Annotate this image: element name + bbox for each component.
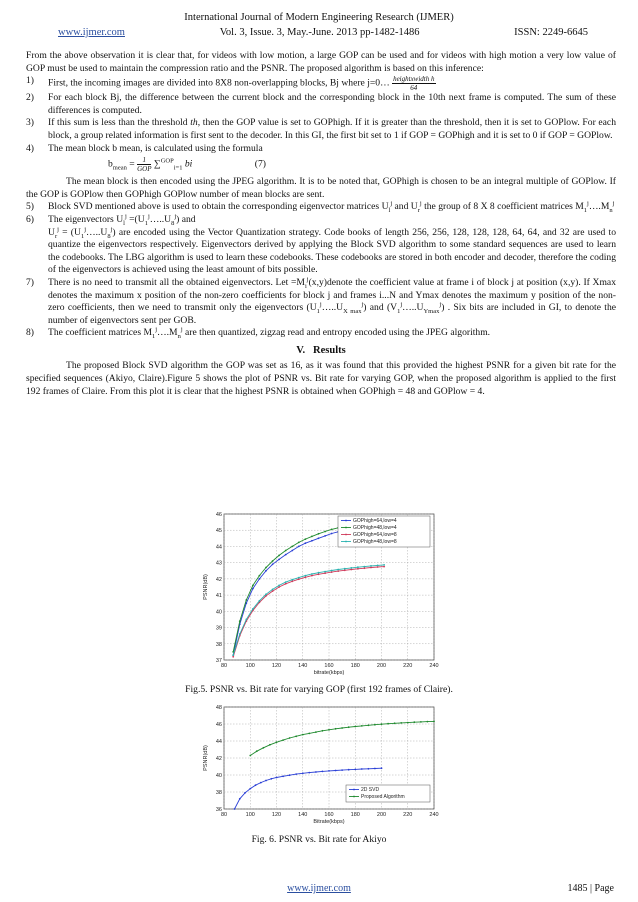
list-number: 8) [26, 327, 34, 339]
data-point [252, 588, 254, 590]
superscript: j [439, 300, 442, 308]
data-point [324, 531, 326, 533]
step-text: …..U [321, 302, 344, 314]
data-point [285, 554, 287, 556]
legend [338, 516, 430, 547]
step-text: ) and [176, 213, 196, 225]
data-point [328, 729, 330, 731]
data-point [427, 721, 429, 723]
data-point [305, 575, 307, 577]
x-tick-label: 140 [298, 663, 308, 669]
subscript: r [417, 207, 420, 215]
results-paragraph: The proposed Block SVD algorithm the GOP was set as 16, as it was found that this provided the highest PSNR for a given bit rate for the specified sequences (Akiyo, Claire).Figure 5 shows the plot of PSNR vs. Bit rate for varying GOP, when the proposed algorithm is applied to the first 192 frames of Claire. From this plot it is clear that the highest PSNR is obtained when GOPhigh = 48 and GOPlow = 4. [26, 360, 616, 397]
superscript: j [390, 200, 393, 208]
data-point [305, 576, 307, 578]
data-point [276, 741, 278, 743]
data-point [291, 550, 293, 552]
footer-url-link[interactable]: www.ijmer.com [287, 883, 351, 894]
superscript: j [306, 275, 309, 283]
data-point [335, 728, 337, 730]
step-text: U [48, 226, 55, 238]
data-point [252, 585, 254, 587]
data-point [249, 788, 251, 790]
subscript: 8 [171, 219, 175, 227]
fraction-denominator: 64 [410, 84, 418, 93]
legend-marker [345, 534, 347, 536]
data-point [354, 726, 356, 728]
x-tick-label: 160 [324, 812, 334, 818]
step-text: , then the GOP value is set to GOPhigh. If it is greater than the threshold, then it is set to GOPlow. For each block, a group related information is first sent to the decoder. In this GI, the first bit set to 1 if GOP = GOPhigh and it is set to 0 if GOP = GOPlow. [48, 117, 616, 141]
list-number: 4) [26, 142, 34, 154]
data-point [272, 590, 274, 592]
x-tick-label: 160 [324, 663, 334, 669]
x-tick-label: 200 [376, 663, 387, 669]
data-point [239, 633, 241, 635]
x-tick-label: 140 [298, 812, 308, 818]
list-number: 5) [26, 201, 34, 213]
data-point [318, 533, 320, 535]
list-item [26, 92, 616, 117]
data-point [322, 730, 324, 732]
x-tick-label: 200 [376, 812, 387, 818]
x-tick-label: 180 [350, 812, 360, 818]
legend-marker [345, 541, 347, 543]
fraction [137, 156, 151, 173]
data-point [260, 782, 262, 784]
data-point [272, 589, 274, 591]
legend-entry: GOPhigh=64,low=4 [353, 518, 397, 524]
legend-entry: 2D SVD [361, 787, 380, 793]
data-point [298, 578, 300, 580]
superscript: j [180, 326, 183, 334]
list-number: 3) [26, 117, 34, 129]
subscript: l [123, 219, 125, 227]
data-point [302, 734, 304, 736]
eq-lhs-sub: mean [112, 164, 127, 172]
data-point [245, 619, 247, 621]
section-heading [26, 345, 616, 358]
step-text: are then quantized, zigzag read and entropy encoded using the JPEG algorithm. [182, 327, 491, 339]
figure-5-caption: Fig.5. PSNR vs. Bit rate for varying GOP (first 192 frames of Claire). [185, 684, 453, 695]
y-tick-label: 44 [215, 739, 222, 745]
data-point [308, 733, 310, 735]
data-point [324, 535, 326, 537]
list-item [26, 277, 616, 327]
data-point [344, 568, 346, 570]
journal-url-link[interactable]: www.ijmer.com [58, 27, 125, 38]
step-text: The coefficient matrices M [48, 327, 152, 339]
step-text: Block SVD mentioned above is used to obtain the corresponding eigenvector matrices U [48, 201, 389, 213]
step-text: If this sum is less than the threshold [48, 117, 191, 129]
subscript: 1 [151, 333, 156, 341]
step-text: For each block Bj, the difference between the current block and the corresponding block in the 10th next frame is computed. The sum of these differences is computed. [48, 92, 616, 116]
data-point [400, 722, 402, 724]
data-point [295, 735, 297, 737]
data-point [259, 600, 261, 602]
superscript: j [174, 212, 177, 220]
step-text: ) are encoded using the Vector Quantization strategy. Code books of length 256, 256, 128, 128, 128, 64, 64, and 32 are used to quantize the eigenvectors respectively. Eigenvectors derived by applying the Block SVD algorithm to some standard sequences are used to learn the codebooks. The LBG algorithm is used to learn these codebooks. These codebooks are stored in both encoder and decoder, therefore the coding of the eigenvectors is achieved using the least amount of bits possible. [48, 226, 616, 276]
data-point [285, 583, 287, 585]
fraction-denominator: GOP [137, 165, 152, 174]
data-point [337, 569, 339, 571]
step-text: …..U [149, 213, 172, 225]
data-point [354, 769, 356, 771]
x-tick-label: 80 [220, 812, 228, 818]
y-tick-label: 37 [215, 658, 222, 664]
step-text: ) and (V [363, 302, 398, 314]
fraction [392, 75, 435, 92]
x-tick-label: 240 [429, 663, 439, 669]
subscript: 8 [107, 232, 111, 240]
step-text: and U [392, 201, 418, 213]
data-point [311, 540, 313, 542]
data-point [259, 575, 261, 577]
x-tick-label: 80 [220, 663, 228, 669]
list-item [26, 143, 616, 174]
data-point [295, 773, 297, 775]
subscript: 1 [80, 232, 85, 240]
y-axis-label: PSNR(dB) [203, 745, 209, 771]
step-text: ….M [157, 327, 178, 339]
x-tick-label: 240 [429, 812, 439, 818]
subscript: 1 [583, 207, 588, 215]
journal-issn: ISSN: 2249-6645 [514, 27, 588, 38]
step-text: = (U [58, 226, 81, 238]
data-point [239, 620, 241, 622]
data-point [407, 722, 409, 724]
list-number: 7) [26, 276, 34, 288]
data-point [324, 572, 326, 574]
data-point [285, 550, 287, 552]
fraction-numerator: heightxwidth h [393, 75, 435, 84]
data-point [350, 567, 352, 569]
legend-entry: GOPhigh=64,low=8 [353, 532, 397, 538]
subscript: 1 [397, 308, 401, 315]
mean-paragraph: The mean block is then encoded using the JPEG algorithm. It is to be noted that, GOPhigh is chosen to be an integral multiple of GOPlow. If the GOP is GOPlow then GOPhigh GOPlow number of mean blocks are sent. [26, 176, 616, 200]
data-point [361, 725, 363, 727]
y-tick-label: 46 [215, 512, 222, 518]
x-tick-label: 120 [271, 812, 282, 818]
legend-marker [345, 527, 347, 529]
data-point [318, 572, 320, 574]
steps-list [26, 75, 616, 173]
subscript: Ymax [423, 308, 440, 315]
superscript: j [155, 326, 158, 334]
data-point [232, 656, 234, 658]
data-point [298, 577, 300, 579]
section-title: Results [313, 344, 346, 356]
legend-marker [353, 796, 355, 798]
sum-upper: GOP [160, 157, 174, 165]
data-point [265, 567, 267, 569]
data-point [278, 555, 280, 557]
journal-volume: Vol. 3, Issue. 3, May.-June. 2013 pp-1482-1486 [219, 27, 420, 38]
data-point [348, 769, 350, 771]
data-point [239, 798, 241, 800]
data-point [311, 536, 313, 538]
sum-lower: i=1 [173, 164, 183, 172]
data-point [269, 744, 271, 746]
list-item [26, 327, 616, 340]
data-point [341, 769, 343, 771]
data-point [270, 778, 272, 780]
equation-7 [48, 156, 616, 173]
data-point [394, 722, 396, 724]
data-point [265, 570, 267, 572]
data-point [276, 777, 278, 779]
journal-meta [58, 27, 588, 38]
data-point [381, 767, 383, 769]
data-point [341, 727, 343, 729]
data-point [383, 566, 385, 568]
list-item [26, 214, 616, 277]
subscript: l [388, 207, 391, 215]
data-point [255, 784, 257, 786]
data-point [335, 770, 337, 772]
data-point [305, 538, 307, 540]
data-point [337, 570, 339, 572]
data-point [265, 593, 267, 595]
steps-list-2 [26, 201, 616, 340]
subscript: n [177, 333, 181, 341]
superscript: j [612, 200, 615, 208]
step-text: ) . Six bits are included in GI, to denote the number of eigenvectors sent per GOB. [48, 302, 617, 326]
data-point [368, 724, 370, 726]
data-point [370, 565, 372, 567]
eq-sign: = [126, 158, 138, 170]
data-point [298, 542, 300, 544]
y-tick-label: 42 [215, 756, 222, 762]
x-axis-label: Bitrate(kbps) [313, 819, 345, 825]
data-point [259, 578, 261, 580]
superscript: j [587, 200, 589, 208]
data-point [245, 599, 247, 601]
x-tick-label: 220 [403, 812, 413, 818]
fraction-numerator: 1 [137, 156, 151, 165]
data-point [311, 575, 313, 577]
x-axis-label: bitrate(kbps) [313, 670, 345, 676]
y-tick-label: 48 [215, 705, 222, 711]
data-point [291, 580, 293, 582]
step-text: …..U [86, 226, 108, 238]
data-point [387, 723, 389, 725]
x-tick-label: 220 [403, 663, 413, 669]
data-point [311, 573, 313, 575]
figure-6 [200, 703, 440, 825]
superscript: j [319, 300, 322, 308]
data-point [315, 771, 317, 773]
x-tick-label: 100 [245, 812, 255, 818]
y-tick-label: 40 [215, 773, 222, 779]
data-point [249, 755, 251, 757]
eq-term: bi [182, 158, 193, 170]
superscript: j [110, 225, 113, 233]
step-text: First, the incoming images are divided into 8X8 non-overlapping blocks, Bj where j=0… [48, 77, 390, 89]
list-number: 2) [26, 92, 34, 104]
data-point [361, 768, 363, 770]
sum-symbol: ∑ [153, 158, 161, 170]
data-point [289, 737, 291, 739]
y-tick-label: 43 [215, 560, 222, 567]
subscript: 1 [316, 308, 320, 315]
superscript: j [419, 200, 422, 208]
legend-entry: GOPhigh=48,low=4 [353, 525, 397, 531]
data-point [348, 726, 350, 728]
data-point [331, 533, 333, 535]
data-point [377, 566, 379, 568]
superscript: j [84, 225, 86, 233]
x-tick-label: 120 [271, 663, 282, 669]
data-point [308, 772, 310, 774]
list-number: 1) [26, 75, 34, 87]
data-point [232, 654, 234, 656]
y-tick-label: 44 [215, 544, 222, 551]
data-point [383, 564, 385, 566]
y-tick-label: 38 [215, 641, 222, 648]
data-point [322, 771, 324, 773]
data-point [350, 569, 352, 571]
data-point [328, 770, 330, 772]
list-number: 6) [26, 213, 34, 225]
data-point [256, 750, 258, 752]
data-point [252, 608, 254, 610]
legend-entry: Proposed Algorithm [361, 794, 405, 800]
subscript: i [304, 282, 307, 290]
list-item [26, 117, 616, 142]
legend-entry: GOPhigh=48,low=8 [353, 539, 397, 545]
y-tick-label: 40 [215, 609, 222, 616]
data-point [282, 739, 284, 741]
data-point [377, 565, 379, 567]
data-point [318, 537, 320, 539]
data-point [278, 559, 280, 561]
x-tick-label: 100 [245, 663, 255, 669]
data-point [364, 567, 366, 569]
step-text: (x,y)denote the coefficient value at frame i of block j at position (x,y). If Xmax denotes the maximum x position of the non-zero coefficients for block j and frames i...N and Ymax denotes the maximum y position of the non-zero coefficients, then we need to transmit only the eigenvectors (U [48, 276, 616, 314]
data-point [305, 542, 307, 544]
data-point [324, 571, 326, 573]
y-tick-label: 39 [215, 625, 222, 632]
equation-number: (7) [254, 158, 266, 170]
footer-page-number: 1485 | Page [567, 883, 614, 894]
step-text: The mean block b mean, is calculated using the formula [48, 142, 263, 154]
data-point [381, 723, 383, 725]
data-point [374, 724, 376, 726]
data-point [263, 747, 265, 749]
data-point [413, 721, 415, 723]
data-point [364, 566, 366, 568]
data-point [278, 586, 280, 588]
data-point [298, 546, 300, 548]
section-number: V. [296, 344, 306, 356]
step-text: the group of 8 X 8 coefficient matrices M [421, 201, 584, 213]
step-italic: th [190, 117, 198, 129]
data-point [291, 579, 293, 581]
data-point [433, 721, 435, 723]
journal-title: International Journal of Modern Engineering Research (IJMER) [184, 12, 454, 23]
data-point [291, 546, 293, 548]
y-tick-label: 46 [215, 722, 222, 728]
data-point [374, 768, 376, 770]
data-point [331, 571, 333, 573]
data-point [278, 585, 280, 587]
data-point [357, 568, 359, 570]
step-text: There is no need to transmit all the obtained eigenvectors. Let =M [48, 276, 305, 288]
subscript: X max [343, 308, 362, 315]
x-tick-label: 180 [350, 663, 360, 669]
list-item [26, 201, 616, 214]
data-point [370, 567, 372, 569]
data-point [272, 560, 274, 562]
data-point [302, 772, 304, 774]
data-point [331, 570, 333, 572]
subscript: 1 [144, 219, 148, 227]
data-point [289, 774, 291, 776]
data-point [282, 775, 284, 777]
intro-paragraph: From the above observation it is clear that, for videos with low motion, a large GOP can be used and for videos with high motion a very low value of GOP must be used to maintain the compression ratio and the PSNR. The proposed algorithm is based on this inference: [26, 50, 616, 74]
data-point [285, 581, 287, 583]
legend-marker [345, 520, 347, 522]
y-tick-label: 38 [215, 790, 222, 796]
y-tick-label: 45 [215, 528, 222, 535]
superscript: j [400, 300, 403, 308]
step-text: =(U [126, 213, 145, 225]
y-axis-label: PSNR(dB) [203, 574, 209, 600]
figure-6-chart [200, 703, 440, 825]
superscript: j [124, 212, 127, 220]
legend-marker [353, 789, 355, 791]
list-item [26, 75, 616, 92]
data-point [244, 792, 246, 794]
data-point [368, 768, 370, 770]
step-text: The eigenvectors U [48, 213, 124, 225]
y-tick-label: 41 [215, 593, 222, 600]
data-point [315, 731, 317, 733]
superscript: j [57, 225, 59, 233]
eq-lhs: b [108, 158, 113, 170]
body-text [26, 50, 616, 398]
figure-6-caption: Fig. 6. PSNR vs. Bit rate for Akiyo [251, 834, 387, 845]
superscript: j [147, 212, 150, 220]
data-point [265, 780, 267, 782]
legend [346, 785, 430, 802]
data-point [331, 529, 333, 531]
data-point [272, 563, 274, 565]
data-point [420, 721, 422, 723]
data-point [234, 808, 236, 810]
data-point [344, 569, 346, 571]
step-text: ….M [588, 201, 610, 213]
subscript: n [609, 207, 613, 215]
y-tick-label: 36 [215, 807, 222, 813]
data-point [318, 573, 320, 575]
subscript: r [54, 232, 58, 240]
y-tick-label: 42 [215, 576, 222, 583]
superscript: j [361, 300, 364, 308]
data-point [357, 566, 359, 568]
figure-5 [200, 510, 440, 676]
figure-5-chart [200, 510, 440, 676]
step-text: …..U [402, 302, 424, 314]
